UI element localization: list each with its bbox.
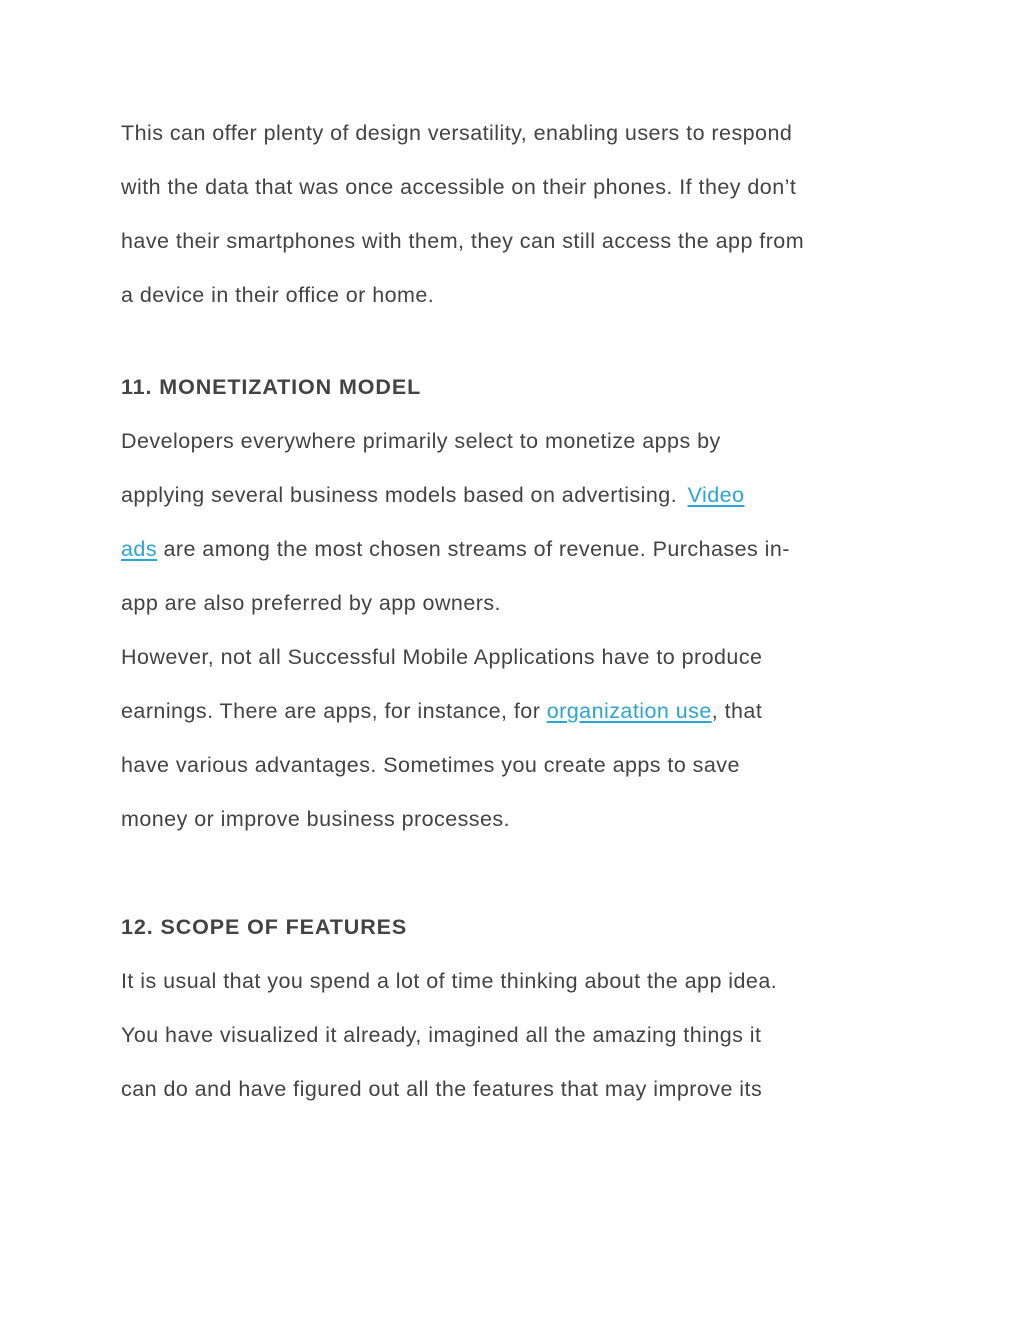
section-11-line-3 — [121, 535, 790, 563]
intro-line-4: a device in their office or home. — [121, 283, 435, 307]
section-11-line-8: money or improve business processes. — [121, 807, 511, 831]
section-11-line-6 — [121, 697, 762, 725]
section-11-line-6-before: earnings. There are apps, for instance, for — [121, 699, 547, 723]
section-11-line-5: However, not all Successful Mobile Applications have to produce — [121, 645, 763, 669]
video-ads-link[interactable]: Video — [687, 483, 745, 507]
section-11-line-7: have various advantages. Sometimes you create apps to save — [121, 753, 740, 777]
section-12-line-1: It is usual that you spend a lot of time thinking about the app idea. — [121, 969, 778, 993]
section-11-line-3-text: are among the most chosen streams of revenue. Purchases in- — [157, 537, 790, 561]
section-12-line-2: You have visualized it already, imagined all the amazing things it — [121, 1023, 762, 1047]
section-11-line-2 — [121, 481, 744, 509]
intro-line-1: This can offer plenty of design versatility, enabling users to respond — [121, 121, 793, 145]
section-12-line-3: can do and have figured out all the features that may improve its — [121, 1077, 763, 1101]
section-11-line-6-after: , that — [711, 699, 763, 723]
intro-line-3: have their smartphones with them, they can still access the app from — [121, 229, 805, 253]
organization-use-link[interactable]: organization use — [546, 699, 712, 723]
section-11-line-2-text: applying several business models based on advertising. — [121, 483, 678, 507]
section-11-line-1: Developers everywhere primarily select to monetize apps by — [121, 429, 721, 453]
section-11-line-4: app are also preferred by app owners. — [121, 591, 501, 615]
section-12-heading: 12. SCOPE OF FEATURES — [121, 915, 408, 939]
section-11-heading: 11. MONETIZATION MODEL — [121, 375, 422, 399]
video-ads-link-continued[interactable]: ads — [121, 537, 158, 561]
intro-line-2: with the data that was once accessible on their phones. If they don’t — [121, 175, 797, 199]
